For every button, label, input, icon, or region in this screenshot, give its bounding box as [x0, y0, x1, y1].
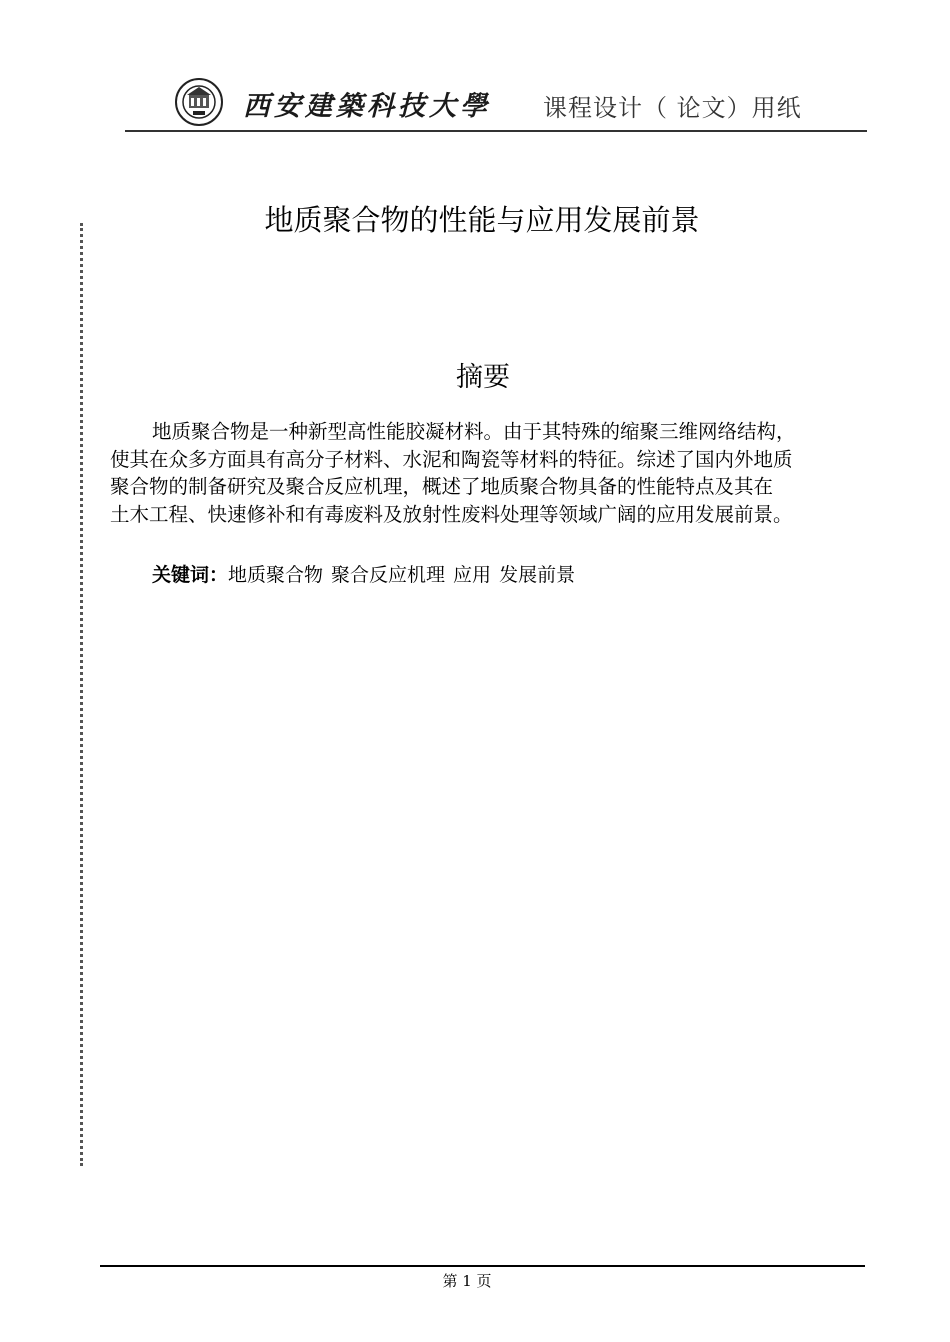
keyword: 发展前景 — [499, 564, 576, 586]
page-number: 第 1 页 — [442, 1272, 492, 1290]
abstract-line: 地质聚合物是一种新型高性能胶凝材料。由于其特殊的缩聚三维网络结构， — [152, 420, 796, 443]
keyword: 地质聚合物 — [228, 564, 324, 586]
abstract-line: 使其在众多方面具有高分子材料、水泥和陶瓷等材料的特征。综述了国内外地质 — [110, 447, 793, 471]
header-divider — [125, 130, 867, 132]
footer-divider — [100, 1265, 865, 1267]
abstract-body — [110, 418, 862, 528]
keywords — [152, 560, 583, 587]
university-seal-icon — [175, 78, 223, 126]
keywords-label: 关键词： — [152, 564, 229, 586]
keyword: 聚合反应机理 — [331, 564, 446, 586]
abstract-line: 聚合物的制备研究及聚合反应机理，概述了地质聚合物具备的性能特点及其在 — [110, 475, 774, 498]
page-header — [125, 70, 867, 132]
keyword: 应用 — [453, 564, 492, 586]
abstract-line: 土木工程、快速修补和有毒废料及放射性废料处理等领域广阔的应用发展前景。 — [110, 502, 793, 526]
abstract-heading: 摘要 — [456, 362, 510, 393]
university-name: 西安建築科技大學 — [243, 91, 491, 122]
paper-type-label: 课程设计（ 论文）用纸 — [543, 94, 802, 122]
document-title: 地质聚合物的性能与应用发展前景 — [264, 203, 700, 237]
